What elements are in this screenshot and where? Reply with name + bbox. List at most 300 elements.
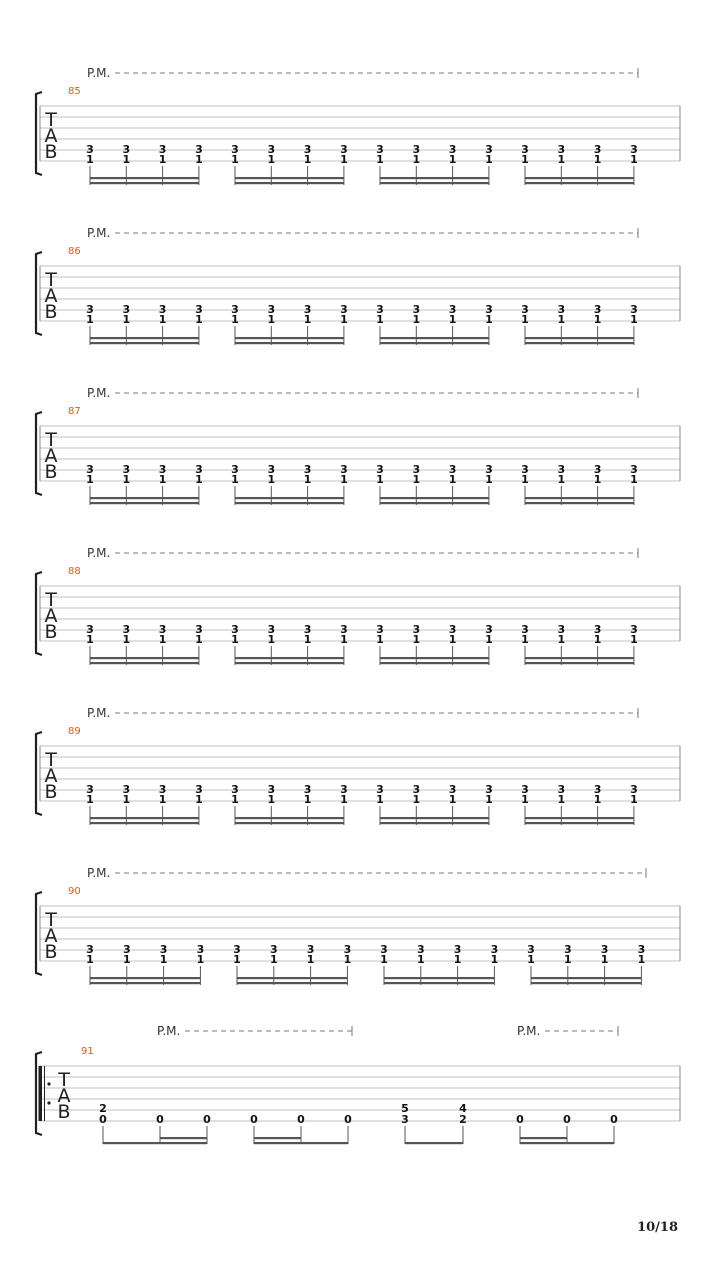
fret-number: 3	[195, 463, 203, 476]
fret-number: 3	[521, 463, 529, 476]
fret-number: 1	[412, 473, 421, 486]
measure-number: 87	[68, 406, 81, 417]
beam	[90, 657, 199, 659]
fret-number: 3	[376, 463, 384, 476]
fret-number: 3	[86, 623, 94, 636]
fret-number: 3	[593, 623, 602, 636]
system-bracket	[36, 892, 42, 975]
system-bracket	[36, 572, 42, 655]
beam	[90, 177, 199, 179]
fret-number: 3	[122, 623, 131, 636]
beam	[380, 822, 489, 824]
fret-number: 3	[269, 943, 278, 956]
fret-number: 1	[159, 953, 168, 966]
fret-number: 1	[303, 153, 312, 166]
fret-number: 3	[195, 783, 203, 796]
fret-number: 1	[158, 153, 167, 166]
beam	[380, 662, 489, 664]
fret-number: 3	[600, 943, 609, 956]
fret-number: 3	[448, 303, 457, 316]
fret-number: 3	[122, 783, 131, 796]
beam	[254, 1142, 348, 1144]
fret-number: 0	[516, 1113, 524, 1126]
fret-number: 1	[485, 633, 493, 646]
tab-clef-letter: T	[45, 109, 57, 131]
beam	[103, 1142, 207, 1144]
fret-number: 1	[231, 793, 239, 806]
fret-number: 3	[231, 143, 239, 156]
fret-number: 3	[340, 623, 348, 636]
fret-number: 2	[459, 1113, 467, 1126]
fret-number: 1	[453, 953, 462, 966]
fret-number: 1	[448, 153, 457, 166]
tab-clef-letter: B	[44, 621, 58, 643]
fret-number: 3	[527, 943, 535, 956]
tab-system-88	[36, 546, 680, 665]
beam	[235, 182, 344, 184]
fret-number: 3	[343, 943, 352, 956]
fret-number: 1	[86, 153, 94, 166]
fret-number: 1	[630, 793, 638, 806]
tab-clef-letter: B	[44, 461, 58, 483]
fret-number: 3	[267, 463, 276, 476]
fret-number: 3	[267, 303, 276, 316]
fret-number: 1	[340, 473, 348, 486]
beam	[235, 822, 344, 824]
fret-number: 3	[195, 303, 203, 316]
beam	[90, 982, 200, 984]
fret-number: 3	[485, 143, 493, 156]
fret-number: 3	[453, 943, 462, 956]
fret-number: 1	[86, 313, 94, 326]
fret-number: 1	[521, 633, 529, 646]
fret-number: 3	[231, 303, 239, 316]
fret-number: 3	[122, 303, 131, 316]
tab-system-86	[36, 226, 680, 345]
beam	[380, 182, 489, 184]
beam	[235, 497, 344, 499]
fret-number: 1	[122, 633, 131, 646]
fret-number: 1	[448, 473, 457, 486]
fret-number: 1	[593, 793, 602, 806]
fret-number: 3	[485, 463, 493, 476]
fret-number: 3	[122, 943, 131, 956]
measure-number: 90	[68, 886, 81, 897]
fret-number: 1	[158, 633, 167, 646]
fret-number: 3	[158, 143, 167, 156]
fret-number: 1	[343, 953, 352, 966]
tab-clef-letter: B	[44, 781, 58, 803]
palm-mute-label: P.M.	[87, 546, 111, 560]
beam	[525, 497, 634, 499]
beam	[90, 822, 199, 824]
fret-number: 3	[490, 943, 499, 956]
fret-number: 1	[557, 633, 566, 646]
beam	[380, 817, 489, 819]
fret-number: 1	[195, 633, 203, 646]
fret-number: 3	[376, 143, 384, 156]
tab-system-87	[36, 386, 680, 505]
fret-number: 1	[303, 793, 312, 806]
beam	[237, 982, 347, 984]
fret-number: 3	[557, 623, 566, 636]
fret-number: 3	[158, 463, 167, 476]
fret-number: 1	[195, 313, 203, 326]
fret-number: 3	[158, 303, 167, 316]
fret-number: 1	[448, 793, 457, 806]
fret-number: 1	[593, 633, 602, 646]
fret-number: 0	[563, 1113, 571, 1126]
fret-number: 1	[86, 633, 94, 646]
fret-number: 1	[376, 153, 384, 166]
beam	[531, 977, 641, 979]
fret-number: 3	[630, 783, 638, 796]
tab-clef-letter: A	[44, 765, 58, 787]
fret-number: 1	[231, 153, 239, 166]
fret-number: 1	[416, 953, 425, 966]
fret-number: 2	[99, 1102, 107, 1115]
palm-mute-label: P.M.	[157, 1024, 181, 1038]
tab-clef-letter: A	[44, 605, 58, 627]
fret-number: 3	[340, 303, 348, 316]
system-bracket	[36, 252, 42, 335]
fret-number: 3	[86, 783, 94, 796]
beam	[520, 1137, 567, 1139]
fret-number: 1	[231, 473, 239, 486]
fret-number: 3	[412, 463, 421, 476]
page-number: 10/18	[637, 1220, 678, 1235]
beam	[525, 657, 634, 659]
palm-mute-label: P.M.	[87, 706, 111, 720]
beam	[90, 342, 199, 344]
fret-number: 1	[557, 473, 566, 486]
beam	[235, 337, 344, 339]
fret-number: 3	[303, 303, 312, 316]
fret-number: 3	[159, 943, 168, 956]
fret-number: 1	[485, 473, 493, 486]
fret-number: 1	[196, 953, 205, 966]
beam	[90, 502, 199, 504]
beam	[525, 662, 634, 664]
fret-number: 1	[122, 313, 131, 326]
fret-number: 3	[267, 783, 276, 796]
beam	[90, 977, 200, 979]
beam	[525, 182, 634, 184]
fret-number: 3	[412, 623, 421, 636]
fret-number: 3	[306, 943, 315, 956]
fret-number: 1	[521, 153, 529, 166]
fret-number: 3	[267, 143, 276, 156]
fret-number: 1	[630, 153, 638, 166]
fret-number: 0	[156, 1113, 164, 1126]
fret-number: 0	[610, 1113, 618, 1126]
beam	[90, 662, 199, 664]
fret-number: 1	[122, 953, 131, 966]
fret-number: 1	[86, 793, 94, 806]
beam	[235, 657, 344, 659]
fret-number: 1	[195, 793, 203, 806]
fret-number: 5	[401, 1102, 409, 1115]
fret-number: 3	[340, 783, 348, 796]
beam	[525, 177, 634, 179]
fret-number: 3	[485, 623, 493, 636]
fret-number: 3	[231, 463, 239, 476]
fret-number: 3	[593, 783, 602, 796]
fret-number: 3	[195, 143, 203, 156]
tab-clef-letter: A	[44, 925, 58, 947]
measure-number: 91	[81, 1046, 94, 1057]
fret-number: 3	[630, 303, 638, 316]
fret-number: 1	[412, 633, 421, 646]
fret-number: 3	[122, 143, 131, 156]
fret-number: 1	[122, 153, 131, 166]
beam	[90, 337, 199, 339]
fret-number: 3	[303, 623, 312, 636]
fret-number: 3	[557, 463, 566, 476]
tab-system-85	[36, 66, 680, 185]
fret-number: 3	[231, 783, 239, 796]
fret-number: 3	[376, 783, 384, 796]
fret-number: 1	[340, 633, 348, 646]
fret-number: 1	[490, 953, 499, 966]
fret-number: 3	[485, 303, 493, 316]
system-bracket	[36, 412, 42, 495]
fret-number: 3	[557, 783, 566, 796]
fret-number: 1	[122, 793, 131, 806]
beam	[90, 497, 199, 499]
fret-number: 3	[630, 623, 638, 636]
fret-number: 1	[630, 473, 638, 486]
fret-number: 1	[376, 473, 384, 486]
tab-clef-letter: B	[57, 1101, 71, 1123]
fret-number: 1	[600, 953, 609, 966]
fret-number: 1	[376, 793, 384, 806]
fret-number: 1	[630, 313, 638, 326]
fret-number: 3	[557, 303, 566, 316]
fret-number: 3	[303, 143, 312, 156]
fret-number: 3	[448, 623, 457, 636]
tab-clef-letter: T	[45, 429, 57, 451]
fret-number: 1	[448, 633, 457, 646]
fret-number: 3	[593, 143, 602, 156]
fret-number: 1	[195, 153, 203, 166]
fret-number: 3	[563, 943, 572, 956]
beam	[525, 817, 634, 819]
fret-number: 3	[303, 783, 312, 796]
tab-clef-letter: T	[45, 589, 57, 611]
fret-number: 1	[86, 953, 94, 966]
fret-number: 3	[412, 303, 421, 316]
fret-number: 3	[340, 463, 348, 476]
fret-number: 3	[485, 783, 493, 796]
fret-number: 1	[158, 313, 167, 326]
fret-number: 1	[563, 953, 572, 966]
palm-mute-label: P.M.	[517, 1024, 541, 1038]
beam	[90, 817, 199, 819]
measure-number: 89	[68, 726, 81, 737]
fret-number: 1	[521, 793, 529, 806]
fret-number: 1	[485, 313, 493, 326]
fret-number: 1	[306, 953, 315, 966]
fret-number: 3	[267, 623, 276, 636]
system-bracket	[36, 92, 42, 175]
fret-number: 1	[380, 953, 388, 966]
fret-number: 3	[376, 623, 384, 636]
fret-number: 1	[303, 633, 312, 646]
fret-number: 3	[196, 943, 205, 956]
tab-system-91	[36, 1024, 680, 1144]
fret-number: 3	[86, 143, 94, 156]
fret-number: 3	[521, 783, 529, 796]
fret-number: 3	[303, 463, 312, 476]
fret-number: 3	[86, 943, 94, 956]
fret-number: 3	[380, 943, 388, 956]
fret-number: 3	[448, 463, 457, 476]
beam	[525, 337, 634, 339]
fret-number: 3	[593, 463, 602, 476]
fret-number: 3	[195, 623, 203, 636]
fret-number: 1	[267, 313, 276, 326]
fret-number: 1	[485, 153, 493, 166]
beam	[90, 182, 199, 184]
palm-mute-label: P.M.	[87, 386, 111, 400]
beam	[160, 1137, 207, 1139]
fret-number: 1	[630, 633, 638, 646]
fret-number: 1	[593, 313, 602, 326]
fret-number: 1	[195, 473, 203, 486]
fret-number: 1	[340, 313, 348, 326]
tab-clef-letter: T	[45, 909, 57, 931]
fret-number: 3	[412, 143, 421, 156]
beam	[235, 817, 344, 819]
fret-number: 1	[340, 793, 348, 806]
fret-number: 1	[158, 793, 167, 806]
palm-mute-label: P.M.	[87, 226, 111, 240]
fret-number: 1	[122, 473, 131, 486]
tab-clef-letter: B	[44, 141, 58, 163]
beam	[520, 1142, 614, 1144]
tab-clef-letter: T	[45, 749, 57, 771]
tab-clef-letter: A	[57, 1085, 71, 1107]
fret-number: 1	[376, 313, 384, 326]
fret-number: 0	[344, 1113, 352, 1126]
fret-number: 0	[250, 1113, 258, 1126]
fret-number: 1	[412, 153, 421, 166]
beam	[380, 342, 489, 344]
beam	[384, 977, 494, 979]
fret-number: 0	[297, 1113, 305, 1126]
fret-number: 1	[267, 633, 276, 646]
beam	[235, 342, 344, 344]
fret-number: 3	[630, 143, 638, 156]
fret-number: 1	[340, 153, 348, 166]
tab-clef-letter: B	[44, 301, 58, 323]
repeat-dot	[47, 1101, 50, 1104]
fret-number: 1	[231, 313, 239, 326]
tab-clef-letter: A	[44, 445, 58, 467]
fret-number: 3	[521, 623, 529, 636]
fret-number: 1	[521, 473, 529, 486]
measure-number: 86	[68, 246, 81, 257]
fret-number: 0	[203, 1113, 211, 1126]
fret-number: 3	[158, 623, 167, 636]
fret-number: 3	[593, 303, 602, 316]
fret-number: 3	[86, 303, 94, 316]
beam	[380, 337, 489, 339]
fret-number: 0	[99, 1113, 107, 1126]
tab-system-89	[36, 706, 680, 825]
fret-number: 4	[459, 1102, 467, 1115]
fret-number: 3	[521, 143, 529, 156]
beam	[380, 177, 489, 179]
system-bracket	[36, 732, 42, 815]
beam	[254, 1137, 301, 1139]
palm-mute-label: P.M.	[87, 66, 111, 80]
fret-number: 3	[412, 783, 421, 796]
fret-number: 1	[269, 953, 278, 966]
fret-number: 3	[233, 943, 241, 956]
repeat-dot	[47, 1082, 50, 1085]
fret-number: 3	[448, 143, 457, 156]
fret-number: 3	[122, 463, 131, 476]
beam	[380, 497, 489, 499]
measure-number: 85	[68, 86, 81, 97]
tab-clef-letter: A	[44, 285, 58, 307]
fret-number: 1	[86, 473, 94, 486]
beam	[237, 977, 347, 979]
fret-number: 1	[267, 793, 276, 806]
fret-number: 1	[412, 313, 421, 326]
fret-number: 1	[593, 153, 602, 166]
fret-number: 3	[557, 143, 566, 156]
tab-clef-letter: B	[44, 941, 58, 963]
fret-number: 3	[448, 783, 457, 796]
beam	[405, 1142, 463, 1144]
fret-number: 3	[376, 303, 384, 316]
fret-number: 1	[231, 633, 239, 646]
fret-number: 1	[527, 953, 535, 966]
beam	[235, 177, 344, 179]
beam	[235, 502, 344, 504]
measure-number: 88	[68, 566, 81, 577]
beam	[384, 982, 494, 984]
fret-number: 3	[416, 943, 425, 956]
beam	[525, 822, 634, 824]
fret-number: 1	[448, 313, 457, 326]
fret-number: 3	[637, 943, 646, 956]
fret-number: 1	[557, 793, 566, 806]
beam	[531, 982, 641, 984]
fret-number: 1	[376, 633, 384, 646]
fret-number: 1	[637, 953, 646, 966]
tab-clef-letter: T	[58, 1069, 70, 1091]
fret-number: 3	[231, 623, 239, 636]
tab-clef-letter: T	[45, 269, 57, 291]
beam	[525, 342, 634, 344]
fret-number: 1	[593, 473, 602, 486]
fret-number: 3	[521, 303, 529, 316]
beam	[380, 502, 489, 504]
fret-number: 3	[86, 463, 94, 476]
fret-number: 3	[401, 1113, 409, 1126]
fret-number: 1	[557, 313, 566, 326]
fret-number: 1	[303, 473, 312, 486]
fret-number: 3	[158, 783, 167, 796]
fret-number: 1	[233, 953, 241, 966]
fret-number: 1	[521, 313, 529, 326]
beam	[235, 662, 344, 664]
fret-number: 1	[557, 153, 566, 166]
